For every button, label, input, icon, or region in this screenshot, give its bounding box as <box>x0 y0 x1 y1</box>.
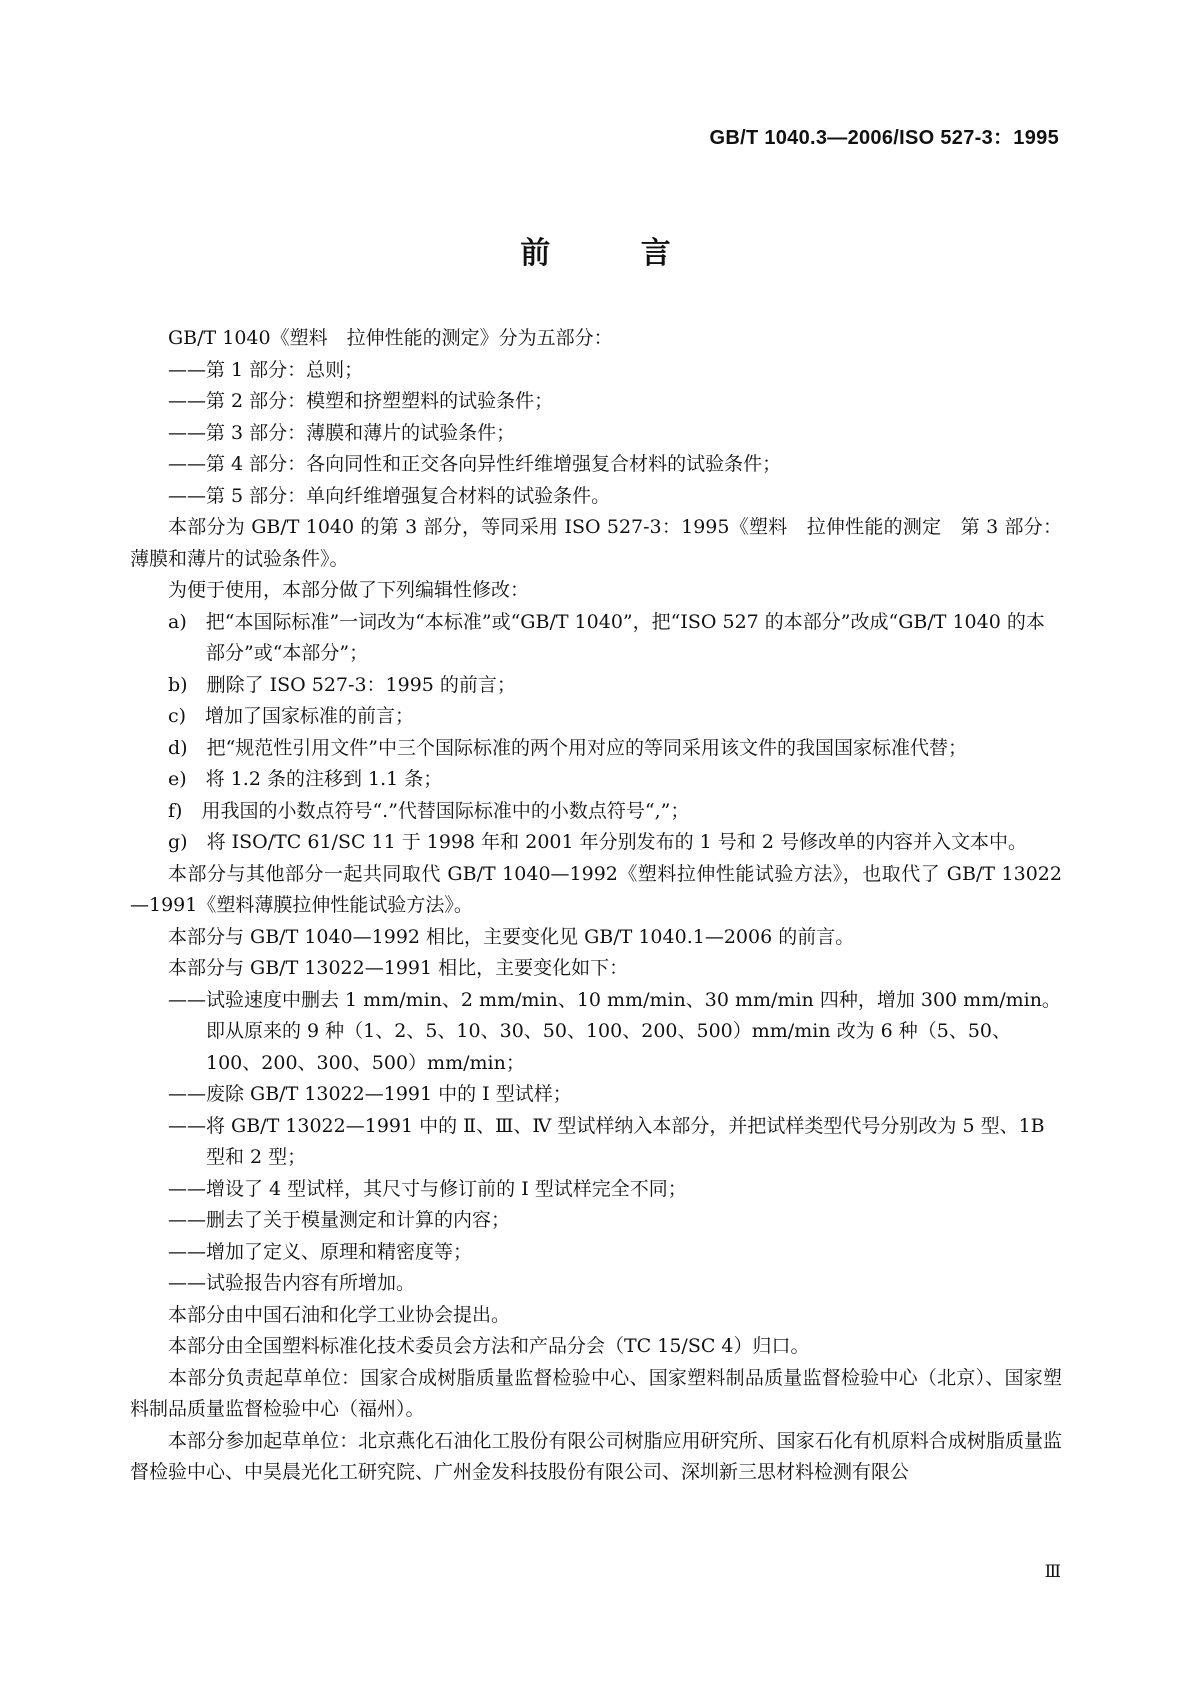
list-item: ——增加了定义、原理和精密度等； <box>168 1240 473 1263</box>
page-number: Ⅲ <box>1044 1562 1061 1582</box>
list-item: ——第 4 部分：各向同性和正交各向异性纤维增强复合材料的试验条件； <box>168 453 782 475</box>
document-body <box>130 323 1062 1489</box>
adoption-paragraph: 本部分为 GB/T 1040 的第 3 部分，等同采用 ISO 527-3：1995《塑料 拉伸性能的测定 第 3 部分：薄膜和薄片的试验条件》。 <box>130 516 1062 570</box>
proposer-paragraph: 本部分由中国石油和化学工业协会提出。 <box>168 1303 511 1326</box>
edits-list <box>130 607 1062 859</box>
list-item: f) 用我国的小数点符号“.”代替国际标准中的小数点符号“,”； <box>168 799 690 822</box>
list-item: ——删去了关于模量测定和计算的内容； <box>168 1209 511 1231</box>
list-item: ——第 2 部分：模塑和挤塑塑料的试验条件； <box>168 390 554 412</box>
document-code-header: GB/T 1040.3—2006/ISO 527-3：1995 <box>709 127 1059 149</box>
comparison-1991-paragraph: 本部分与 GB/T 13022—1991 相比，主要变化如下： <box>168 957 629 979</box>
comparison-1992-paragraph: 本部分与 GB/T 1040—1992 相比，主要变化见 GB/T 1040.1—2006 的前言。 <box>168 925 855 948</box>
page-title: 前 言 <box>520 236 711 271</box>
list-item: ——第 5 部分：单向纤维增强复合材料的试验条件。 <box>168 484 611 507</box>
list-item: e) 将 1.2 条的注移到 1.1 条； <box>168 768 443 790</box>
list-item: ——试验速度中删去 1 mm/min、2 mm/min、10 mm/min、30 mm/min 四种，增加 300 mm/min。即从原来的 9 种（1、2、5、10、30、50、100、200、500）mm/min 改为 6 种（5、50、100、200、300、500）mm/min； <box>168 988 1061 1074</box>
drafting-units-paragraph: 本部分负责起草单位：国家合成树脂质量监督检验中心、国家塑料制品质量监督检验中心（北京）、国家塑料制品质量监督检验中心（福州）。 <box>130 1366 1062 1420</box>
list-item: c) 增加了国家标准的前言； <box>168 705 415 727</box>
replacement-paragraph: 本部分与其他部分一起共同取代 GB/T 1040—1992《塑料拉伸性能试验方法》，也取代了 GB/T 13022—1991《塑料薄膜拉伸性能试验方法》。 <box>130 862 1062 916</box>
participating-units-paragraph: 本部分参加起草单位：北京燕化石油化工股份有限公司树脂应用研究所、国家石化有机原料合成树脂质量监督检验中心、中昊晨光化工研究院、广州金发科技股份有限公司、深圳新三思材料检测有限公 <box>130 1429 1062 1483</box>
list-item: a) 把“本国际标准”一词改为“本标准”或“GB/T 1040”，把“ISO 527 的本部分”改成“GB/T 1040 的本部分”或“本部分”； <box>168 610 1045 664</box>
list-item: ——第 3 部分：薄膜和薄片的试验条件； <box>168 421 516 444</box>
changes-list <box>130 985 1062 1300</box>
list-item: g) 将 ISO/TC 61/SC 11 于 1998 年和 2001 年分别发布的 1 号和 2 号修改单的内容并入文本中。 <box>168 831 1027 853</box>
list-item: ——增设了 4 型试样，其尺寸与修订前的 Ⅰ 型试样完全不同； <box>168 1177 687 1200</box>
intro-paragraph: GB/T 1040《塑料 拉伸性能的测定》分为五部分： <box>168 327 613 349</box>
list-item: ——第 1 部分：总则； <box>168 358 364 381</box>
committee-paragraph: 本部分由全国塑料标准化技术委员会方法和产品分会（TC 15/SC 4）归口。 <box>168 1335 810 1357</box>
list-item: d) 把“规范性引用文件”中三个国际标准的两个用对应的等同采用该文件的我国国家标准代替； <box>168 736 968 759</box>
list-item: b) 删除了 ISO 527-3：1995 的前言； <box>168 673 516 696</box>
edits-intro-paragraph: 为便于使用，本部分做了下列编辑性修改： <box>168 579 530 601</box>
list-item: ——将 GB/T 13022—1991 中的 Ⅱ、Ⅲ、Ⅳ 型试样纳入本部分，并把试样类型代号分别改为 5 型、1B 型和 2 型； <box>168 1114 1045 1168</box>
list-item: ——废除 GB/T 13022—1991 中的 Ⅰ 型试样； <box>168 1083 572 1105</box>
parts-list <box>130 355 1062 513</box>
list-item: ——试验报告内容有所增加。 <box>168 1272 416 1294</box>
